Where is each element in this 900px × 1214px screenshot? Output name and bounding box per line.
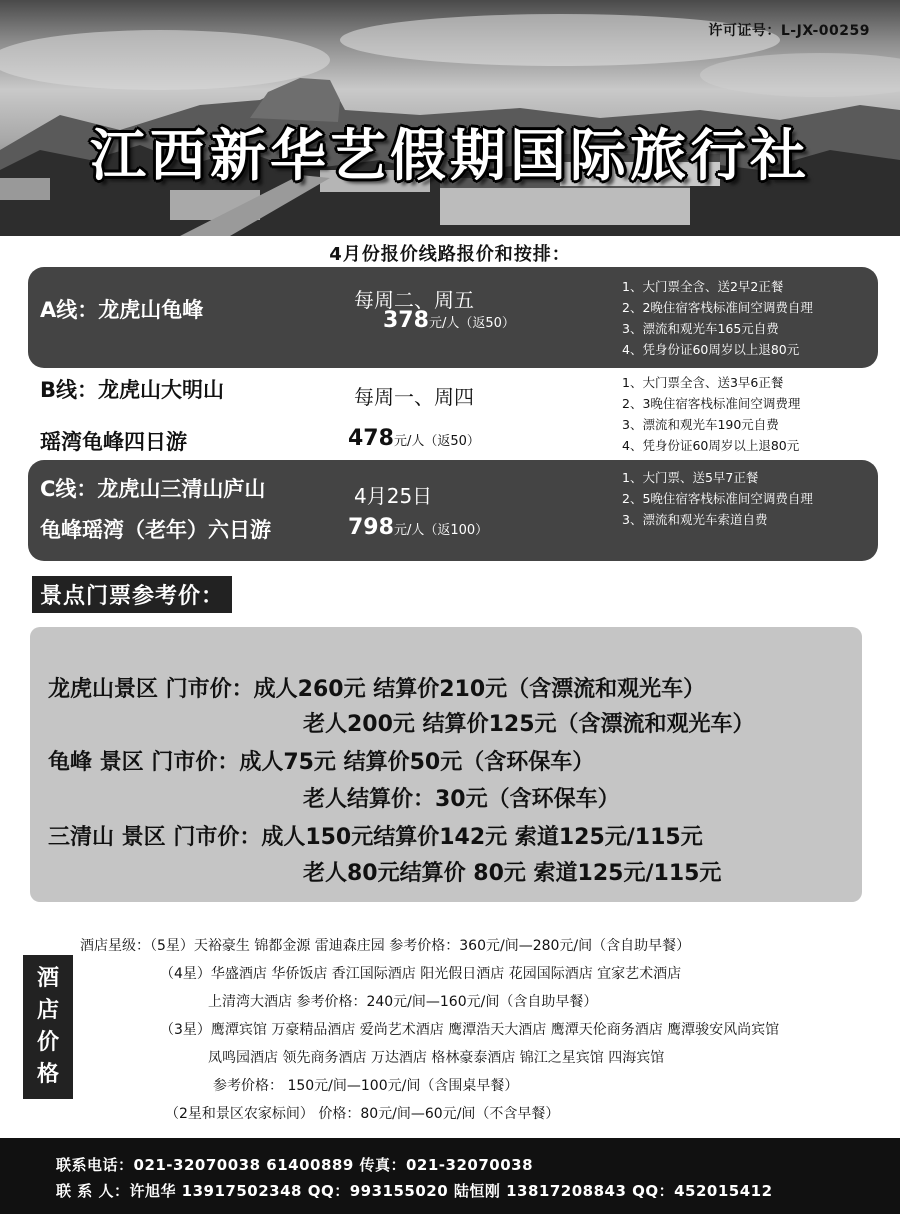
ticket-line: 龙虎山景区 门市价：成人260元 结算价210元（含漂流和观光车） xyxy=(48,677,706,702)
route-a-price-value: 378 xyxy=(383,308,429,333)
hotel-line: （3星）鹰潭宾馆 万豪精品酒店 爱尚艺术酒店 鹰潭浩天大酒店 鹰潭天伦商务酒店 鹰潭骏安风尚宾馆 xyxy=(160,1022,780,1038)
route-c-name-line2: 龟峰瑶湾（老年）六日游 xyxy=(40,518,271,542)
hotel-price-label xyxy=(23,955,73,1099)
route-c-price xyxy=(348,515,488,540)
hotel-label-char: 酒 xyxy=(36,966,59,991)
route-note: 2、2晚住宿客栈标准间空调费自理 xyxy=(622,300,813,315)
route-c-price-value: 798 xyxy=(348,515,394,540)
routes-heading: 4月份报价线路报价和按排： xyxy=(329,244,571,265)
route-c-price-unit: 元/人（返100） xyxy=(393,523,489,538)
hotel-line: 酒店星级：（5星）天裕豪生 锦都金源 雷迪森庄园 参考价格：360元/间—280元/间（含自助早餐） xyxy=(80,938,691,954)
hotel-line: （4星）华盛酒店 华侨饭店 香江国际酒店 阳光假日酒店 花园国际酒店 宜家艺术酒店 xyxy=(160,966,682,982)
route-a-notes xyxy=(622,276,813,360)
contact-phone-line: 联系电话：021-32070038 61400889 传真：021-32070038 xyxy=(56,1156,534,1174)
route-b-schedule: 每周一、周四 xyxy=(354,385,474,409)
hotel-line: （2星和景区农家标间） 价格：80元/间—60元/间（不含早餐） xyxy=(165,1106,560,1122)
route-note: 2、3晚住宿客栈标准间空调费理 xyxy=(622,396,801,411)
route-note: 3、漂流和观光车索道自费 xyxy=(622,512,768,527)
route-a-name: A线：龙虎山龟峰 xyxy=(40,298,204,322)
license-number: 许可证号：L-JX-00259 xyxy=(708,23,870,39)
header-banner xyxy=(0,0,900,236)
route-a-price xyxy=(383,308,515,333)
route-b-notes xyxy=(622,372,800,456)
route-c-schedule: 4月25日 xyxy=(354,484,433,508)
hotel-label-char: 店 xyxy=(36,998,59,1023)
ticket-line: 三清山 景区 门市价：成人150元结算价142元 索道125元/115元 xyxy=(48,825,703,850)
hotel-line: 上清湾大酒店 参考价格：240元/间—160元/间（含自助早餐） xyxy=(208,994,598,1010)
tickets-heading: 景点门票参考价： xyxy=(32,576,232,613)
route-a-price-unit: 元/人（返50） xyxy=(428,316,515,331)
ticket-line: 老人结算价：30元（含环保车） xyxy=(303,787,620,812)
route-a-card xyxy=(28,267,878,368)
route-b-name-line2: 瑶湾龟峰四日游 xyxy=(40,430,187,454)
hotel-label-char: 格 xyxy=(36,1062,59,1087)
contact-person-line: 联 系 人：许旭华 13917502348 QQ：993155020 陆恒刚 13817208843 QQ：452015412 xyxy=(56,1182,773,1200)
route-note: 1、大门票全含、送3早6正餐 xyxy=(622,375,784,390)
contact-footer xyxy=(0,1138,900,1214)
route-note: 1、大门票、送5早7正餐 xyxy=(622,470,759,485)
route-note: 1、大门票全含、送2早2正餐 xyxy=(622,279,784,294)
route-b-price-value: 478 xyxy=(348,426,394,451)
route-c-card xyxy=(28,460,878,561)
ticket-line: 龟峰 景区 门市价：成人75元 结算价50元（含环保车） xyxy=(48,750,595,775)
route-a-schedule: 每周二、周五 xyxy=(354,288,474,312)
route-c-notes xyxy=(622,467,813,530)
route-b-price-unit: 元/人（返50） xyxy=(393,434,480,449)
route-note: 3、漂流和观光车165元自费 xyxy=(622,321,779,336)
hotel-line: 凤鸣园酒店 领先商务酒店 万达酒店 格林豪泰酒店 锦江之星宾馆 四海宾馆 xyxy=(208,1050,665,1066)
route-b-card xyxy=(28,370,878,458)
route-note: 2、5晚住宿客栈标准间空调费自理 xyxy=(622,491,813,506)
route-c-name-line1: C线：龙虎山三清山庐山 xyxy=(40,477,266,501)
route-note: 3、漂流和观光车190元自费 xyxy=(622,417,779,432)
ticket-line: 老人80元结算价 80元 索道125元/115元 xyxy=(303,861,722,886)
hotel-line: 参考价格： 150元/间—100元/间（含围桌早餐） xyxy=(213,1078,519,1094)
ticket-line: 老人200元 结算价125元（含漂流和观光车） xyxy=(303,712,755,737)
route-note: 4、凭身份证60周岁以上退80元 xyxy=(622,342,800,357)
route-b-price xyxy=(348,426,480,451)
route-note: 4、凭身份证60周岁以上退80元 xyxy=(622,438,800,453)
ticket-price-panel xyxy=(30,627,862,902)
agency-title: 江西新华艺假期国际旅行社 xyxy=(90,124,810,189)
hotel-label-char: 价 xyxy=(36,1030,59,1055)
route-b-name-line1: B线：龙虎山大明山 xyxy=(40,378,225,402)
